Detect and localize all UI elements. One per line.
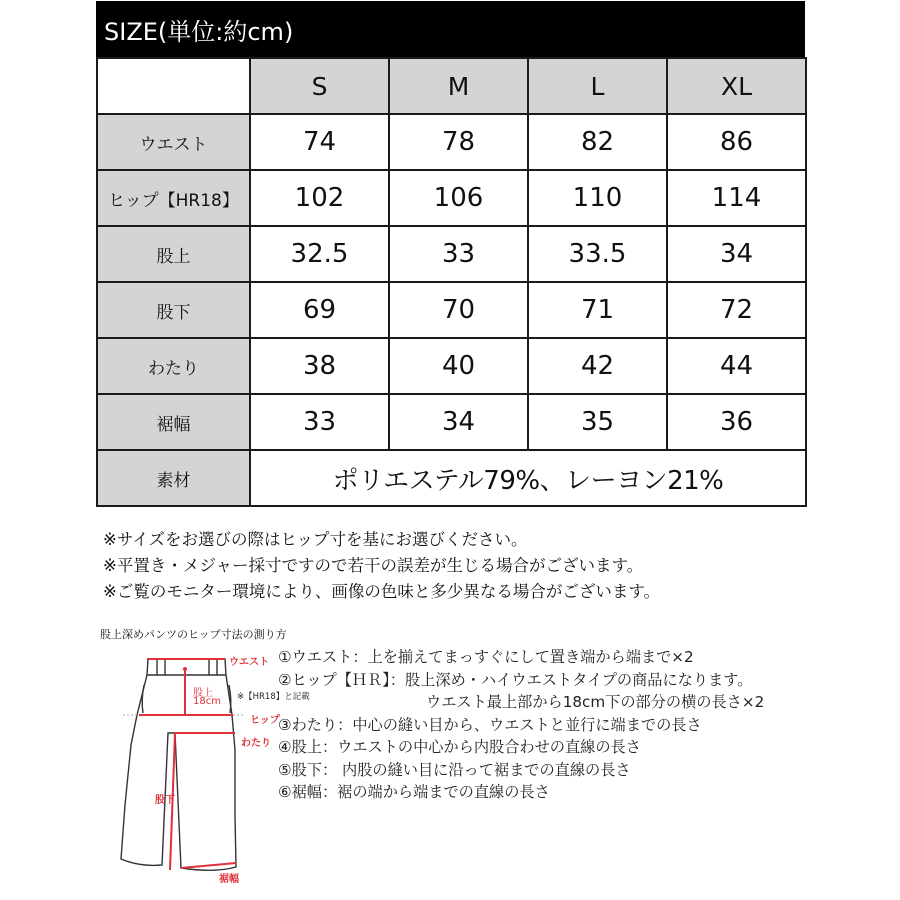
cell: 102 — [250, 170, 389, 226]
cell: 106 — [389, 170, 528, 226]
cell: 72 — [667, 282, 806, 338]
column-header-l: L — [528, 58, 667, 114]
cell: 82 — [528, 114, 667, 170]
note-line: ※ご覧のモニター環境により、画像の色味と多少異なる場合がございます。 — [103, 582, 661, 601]
table-row-rise — [97, 226, 806, 282]
header-row — [97, 58, 806, 114]
cell: 86 — [667, 114, 806, 170]
column-header-s: S — [250, 58, 389, 114]
table-row-thigh — [97, 338, 806, 394]
cell: 33.5 — [528, 226, 667, 282]
notes — [103, 527, 660, 605]
note-line: ※平置き・メジャー採寸ですので若干の誤差が生じる場合がございます。 — [103, 556, 644, 575]
diagram-label-waist: ウエスト — [229, 657, 269, 668]
row-label: 裾幅 — [97, 394, 250, 450]
measurement-instructions — [278, 646, 764, 804]
cell: 110 — [528, 170, 667, 226]
row-label: ヒップ【HR18】 — [97, 170, 250, 226]
cell: 33 — [389, 226, 528, 282]
column-header-m: M — [389, 58, 528, 114]
cell: 71 — [528, 282, 667, 338]
table-row-hem — [97, 394, 806, 450]
cell: 38 — [250, 338, 389, 394]
material-value: ポリエステル79%、レーヨン21% — [250, 450, 806, 506]
diagram-note-hr18: ※【HR18】と記載 — [237, 692, 310, 702]
cell: 34 — [389, 394, 528, 450]
instruction-hem: ⑥裾幅：裾の端から端までの直線の長さ — [278, 783, 550, 801]
note-line: ※サイズをお選びの際はヒップ寸を基にお選びください。 — [103, 530, 528, 549]
instruction-rise: ④股上：ウエストの中心から内股合わせの直線の長さ — [278, 738, 641, 756]
size-table — [96, 57, 807, 507]
howto-title: 股上深めパンツのヒップ寸法の測り方 — [100, 628, 287, 641]
cell: 44 — [667, 338, 806, 394]
cell: 40 — [389, 338, 528, 394]
cell: 35 — [528, 394, 667, 450]
corner-cell — [97, 58, 250, 114]
cell: 32.5 — [250, 226, 389, 282]
cell: 70 — [389, 282, 528, 338]
diagram-label-rise: 股上 — [193, 688, 213, 699]
instruction-hip-detail: ウエスト最上部から18cm下の部分の横の長さ×2 — [426, 693, 765, 711]
row-label: 股上 — [97, 226, 250, 282]
row-label: わたり — [97, 338, 250, 394]
size-chart — [96, 1, 805, 507]
table-row-inseam — [97, 282, 806, 338]
pants-diagram — [95, 645, 310, 890]
diagram-label-thigh: わたり — [241, 738, 271, 749]
cell: 33 — [250, 394, 389, 450]
instruction-hip: ②ヒップ【ＨＲ】：股上深め・ハイウエストタイプの商品になります。 — [278, 670, 753, 689]
cell: 78 — [389, 114, 528, 170]
diagram-label-hem: 裾幅 — [219, 874, 239, 885]
instruction-inseam: ⑤股下： 内股の縫い目に沿って裾までの直線の長さ — [278, 760, 631, 779]
table-row-hip — [97, 170, 806, 226]
row-label: 股下 — [97, 282, 250, 338]
size-chart-title: SIZE(単位:約cm) — [96, 1, 805, 57]
diagram-label-rise-length: 18cm — [193, 696, 221, 707]
table-row-material — [97, 450, 806, 506]
cell: 69 — [250, 282, 389, 338]
diagram-label-inseam: 股下 — [155, 795, 175, 806]
pants-illustration-icon — [95, 645, 295, 890]
row-label: ウエスト — [97, 114, 250, 170]
diagram-label-hip: ヒップ — [250, 715, 280, 726]
cell: 74 — [250, 114, 389, 170]
cell: 42 — [528, 338, 667, 394]
instruction-thigh: ③わたり：中心の縫い目から、ウエストと並行に端までの長さ — [278, 715, 702, 734]
row-label: 素材 — [97, 450, 250, 506]
cell: 34 — [667, 226, 806, 282]
cell: 36 — [667, 394, 806, 450]
cell: 114 — [667, 170, 806, 226]
column-header-xl: XL — [667, 58, 806, 114]
table-row-waist — [97, 114, 806, 170]
instruction-waist: ①ウエスト：上を揃えてまっすぐにして置き端から端まで×2 — [278, 648, 694, 666]
button-icon — [183, 667, 187, 671]
